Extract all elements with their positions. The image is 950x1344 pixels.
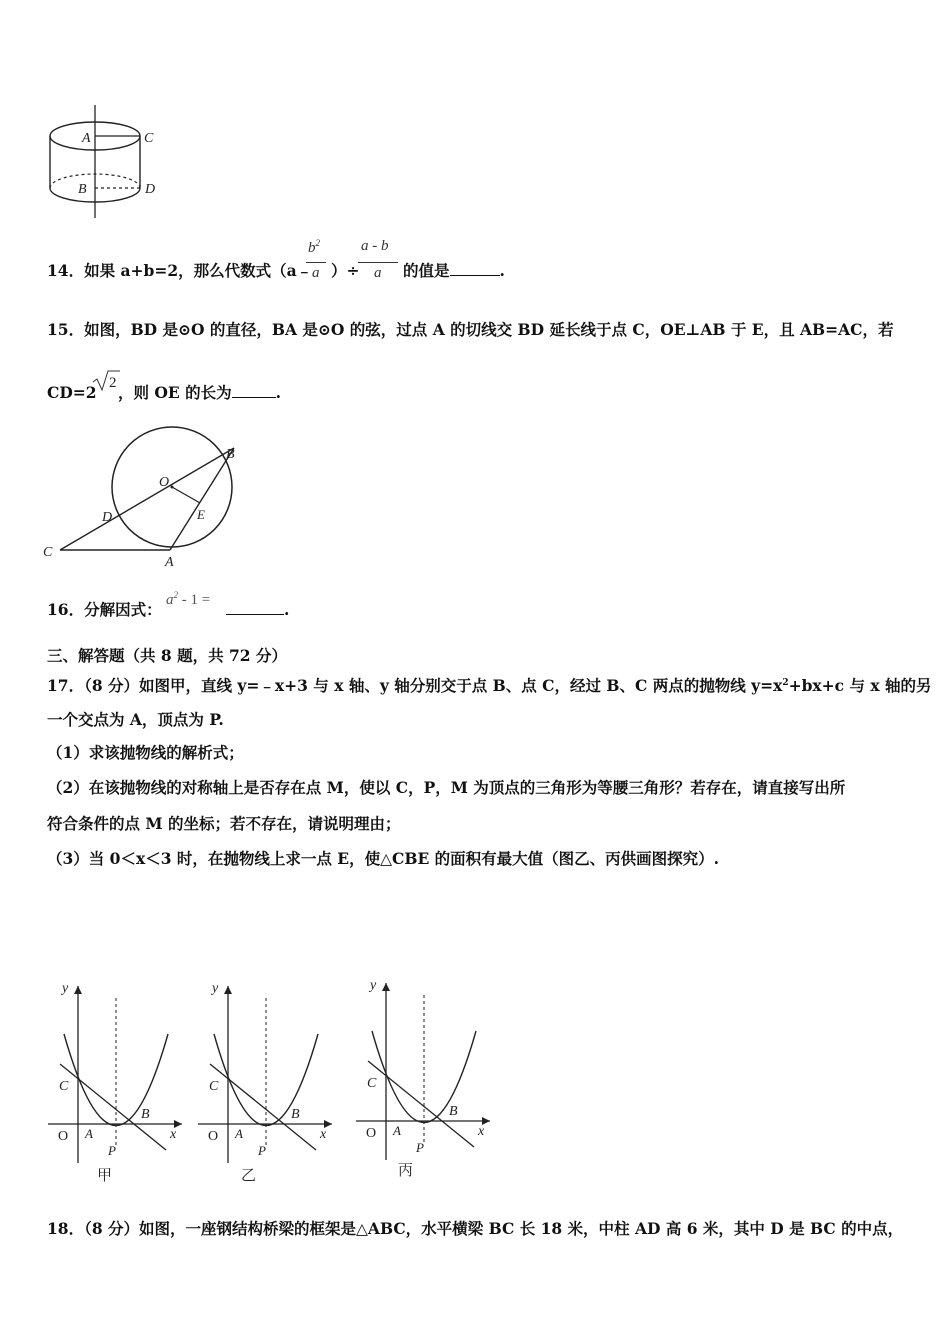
graph-bing bbox=[352, 975, 497, 1185]
label-a: A bbox=[393, 1123, 401, 1138]
graph-jia bbox=[44, 978, 189, 1188]
section-heading: 三、解答题（共 8 题，共 72 分） bbox=[47, 646, 287, 665]
caption-yi: 乙 bbox=[241, 1166, 257, 1184]
circle-tangent-figure bbox=[40, 425, 250, 575]
question-15-line2: CD=2 bbox=[47, 383, 97, 402]
label-a: A bbox=[235, 1126, 243, 1141]
question-15-line1: 15．如图，BD 是⊙O 的直径，BA 是⊙O 的弦，过点 A 的切线交 BD 延长线于点 C，OE⊥AB 于 E，且 AB=AC，若 bbox=[47, 320, 894, 339]
segment-oe bbox=[172, 487, 200, 503]
label-p: P bbox=[108, 1143, 116, 1158]
q14-frac2-den: a bbox=[374, 265, 382, 281]
label-x: x bbox=[320, 1127, 327, 1142]
question-17-line2: 一个交点为 A，顶点为 P. bbox=[47, 710, 224, 729]
chord-ab bbox=[170, 448, 234, 550]
graph-yi bbox=[194, 978, 339, 1188]
question-17-line1: 17．（8 分）如图甲，直线 y=﹣x+3 与 x 轴、y 轴分别交于点 B、点 C，经过 B、C 两点的抛物线 $y=x^2+bx+c$ 与 x 轴的另 bbox=[47, 676, 932, 696]
q17-part2-line1: （2）在该抛物线的对称轴上是否存在点 M，使以 C，P，M 为顶点的三角形为等腰三角形？若存在，请直接写出所 bbox=[47, 778, 846, 797]
q14-mid: ）÷ bbox=[331, 261, 360, 280]
label-p: P bbox=[416, 1140, 424, 1155]
question-16: 16．分解因式： bbox=[47, 600, 162, 619]
label-o: O bbox=[366, 1126, 377, 1141]
q16-expression: $a^2 - 1$ = bbox=[166, 590, 211, 608]
label-d: D bbox=[102, 510, 113, 525]
graph-yi-body bbox=[198, 981, 332, 1163]
graph-jia-body bbox=[48, 981, 182, 1163]
q14-frac2-num: a - b bbox=[361, 238, 389, 254]
q14-frac1-den: a bbox=[312, 265, 320, 281]
q14-prefix: 14．如果 a+b=2，那么代数式（a﹣ bbox=[47, 261, 313, 280]
q16-blank-wrap: . bbox=[226, 600, 289, 620]
line-bc bbox=[60, 1064, 166, 1150]
q17-part3: （3）当 0＜x＜3 时，在抛物线上求一点 E，使△CBE 的面积有最大值（图乙、丙供画图探究）. bbox=[47, 849, 720, 868]
label-a: A bbox=[165, 555, 174, 570]
label-a: A bbox=[85, 1126, 93, 1141]
label-x: x bbox=[478, 1124, 485, 1139]
label-b: B bbox=[449, 1104, 458, 1119]
line-bc bbox=[368, 1061, 474, 1147]
q14-suffix: 的值是 . bbox=[403, 261, 505, 280]
label-b: B bbox=[226, 447, 235, 462]
q14-frac1-num: $b^2$ bbox=[308, 238, 320, 256]
label-y: y bbox=[212, 981, 219, 996]
line-bc bbox=[210, 1064, 316, 1150]
caption-bing: 丙 bbox=[398, 1161, 414, 1179]
cylinder-figure bbox=[40, 100, 170, 220]
center-dot bbox=[171, 486, 174, 489]
svg-text:2: 2 bbox=[109, 375, 117, 391]
label-c: C bbox=[59, 1079, 69, 1094]
q14-frac1-bar bbox=[306, 262, 326, 263]
label-o: O bbox=[208, 1129, 219, 1144]
label-b: B bbox=[291, 1107, 300, 1122]
label-a: A bbox=[82, 131, 91, 146]
label-y: y bbox=[62, 981, 69, 996]
q14-answer-blank[interactable] bbox=[450, 261, 500, 276]
q17-part2-line2: 符合条件的点 M 的坐标；若不存在，请说明理由； bbox=[47, 814, 401, 833]
label-c: C bbox=[367, 1076, 377, 1091]
label-c: C bbox=[209, 1079, 219, 1094]
label-o: O bbox=[159, 475, 170, 490]
label-x: x bbox=[170, 1127, 177, 1142]
label-p: P bbox=[258, 1143, 266, 1158]
q16-answer-blank[interactable] bbox=[226, 600, 284, 615]
label-e: E bbox=[197, 507, 205, 522]
label-d: D bbox=[145, 182, 156, 197]
question-14 bbox=[47, 261, 312, 281]
label-b: B bbox=[78, 182, 87, 197]
graph-bing-body bbox=[356, 978, 490, 1160]
question-18-line1: 18．（8 分）如图，一座钢结构桥梁的框架是△ABC，水平横梁 BC 长 18 米，中柱 AD 高 6 米，其中 D 是 BC 的中点， bbox=[47, 1219, 904, 1238]
label-c: C bbox=[43, 545, 53, 560]
q14-frac2-bar bbox=[358, 262, 398, 263]
q15-answer-blank[interactable] bbox=[232, 383, 276, 398]
label-c: C bbox=[144, 131, 154, 146]
label-b: B bbox=[141, 1107, 150, 1122]
q17-part1: （1）求该抛物线的解析式； bbox=[47, 743, 244, 762]
label-o: O bbox=[58, 1129, 69, 1144]
label-y: y bbox=[370, 978, 377, 993]
q15-line2-suffix: ，则 OE 的长为 . bbox=[118, 383, 282, 402]
caption-jia: 甲 bbox=[97, 1166, 113, 1184]
